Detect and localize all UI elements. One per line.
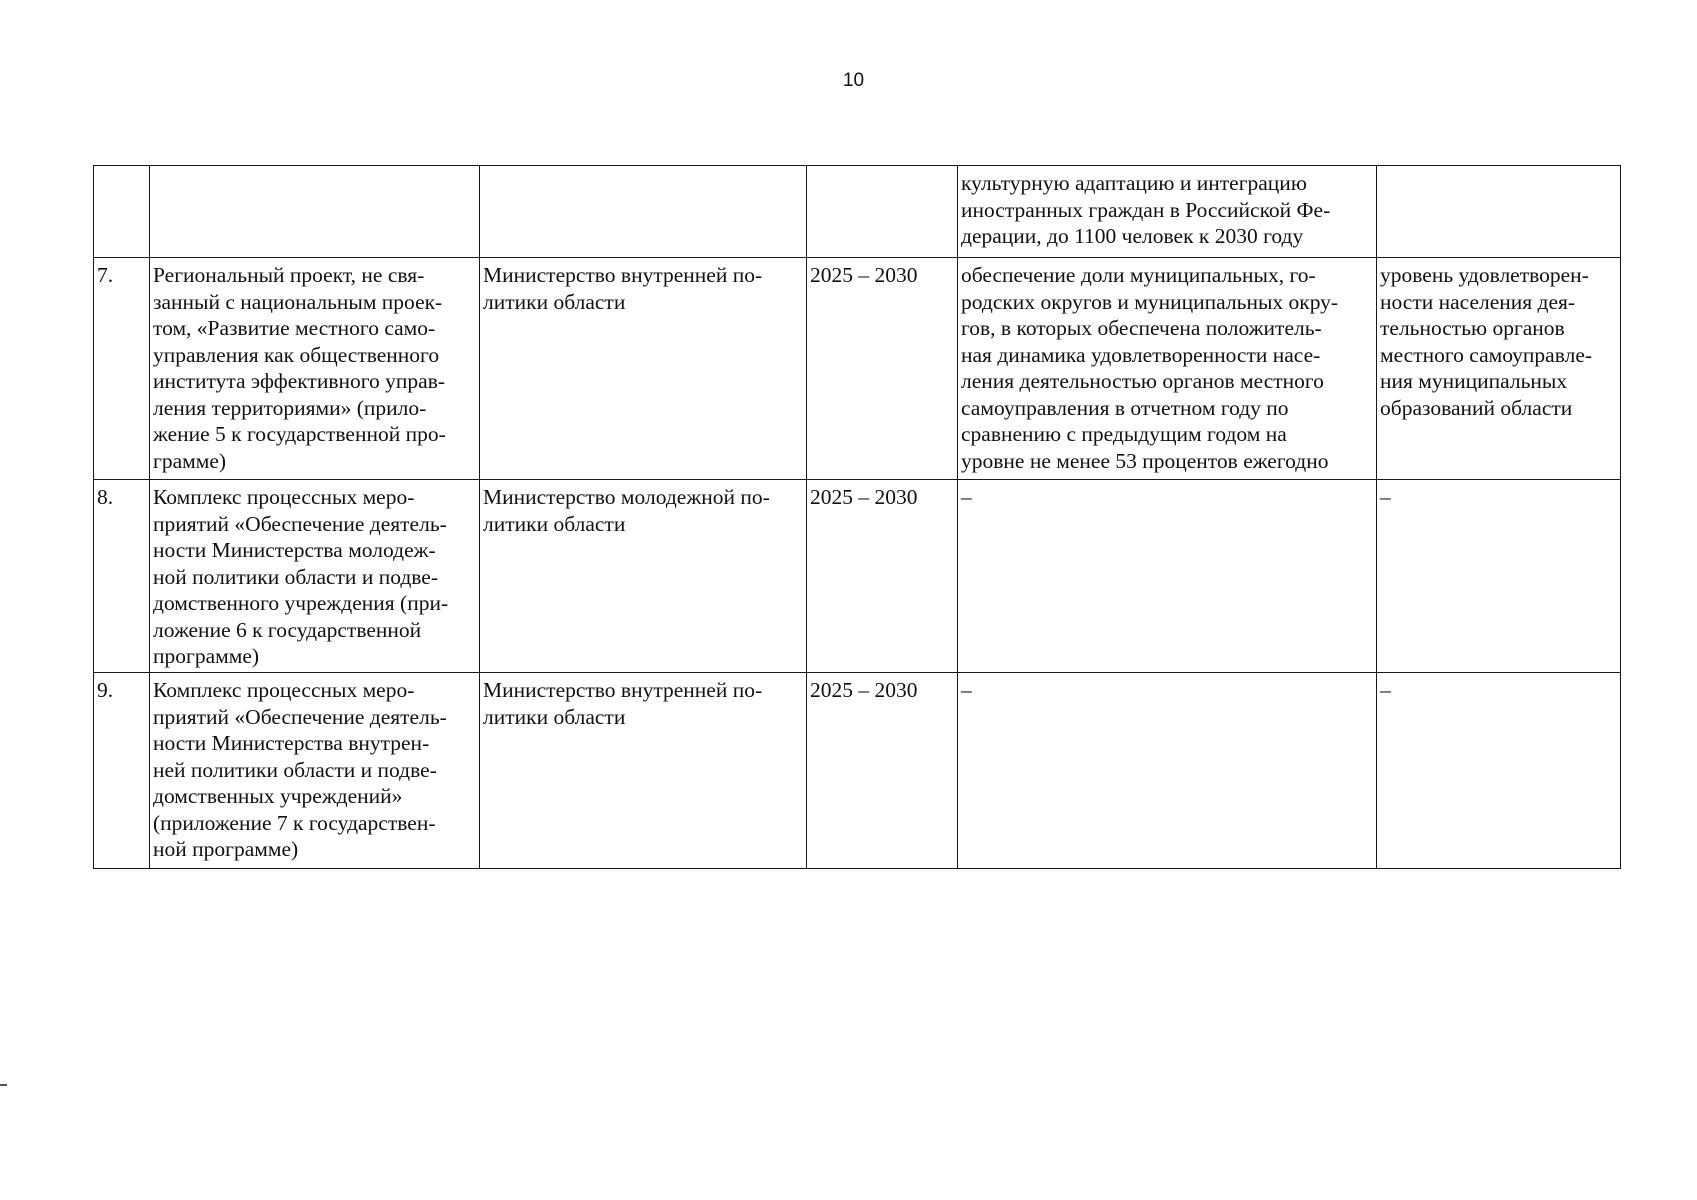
program-structure-table <box>93 165 1621 869</box>
cell-text-line: управления как общественного <box>153 342 440 367</box>
cell-responsible <box>480 166 807 258</box>
cell-indicator <box>1377 166 1621 258</box>
cell-text-line: Министерство внутренней по- <box>483 678 763 702</box>
cell-text-line: образований области <box>1380 395 1573 420</box>
cell-number <box>94 166 150 258</box>
cell-number: 9. <box>94 673 150 869</box>
cell-text-line: ления деятельностью органов местного <box>961 369 1324 393</box>
cell-text-line: самоуправления в отчетном году по <box>961 395 1289 420</box>
cell-text-line: жение 5 к государственной про- <box>153 422 446 446</box>
page-number: 10 <box>842 70 865 91</box>
cell-text-line: ности населения дея- <box>1380 289 1576 314</box>
cell-text-line: обеспечение доли муниципальных, го- <box>961 263 1316 287</box>
cell-text-line: ления территориями» (прило- <box>153 395 427 420</box>
cell-task <box>958 673 1377 869</box>
cell-text-line: культурную адаптацию и интеграцию <box>961 171 1307 195</box>
cell-text-line: – <box>961 678 972 702</box>
cell-term: 2025 – 2030 <box>807 673 958 869</box>
cell-text-line: местного самоуправле- <box>1380 342 1593 367</box>
cell-text-line: – <box>1380 485 1391 509</box>
cell-text-line: приятий «Обеспечение деятель- <box>153 704 447 729</box>
cell-text-line: иностранных граждан в Российской Фе- <box>961 197 1331 222</box>
cell-text-line: ности Министерства молодеж- <box>153 538 436 562</box>
cell-text-line: дерации, до 1100 человек к 2030 году <box>961 224 1304 248</box>
cell-text-line: Комплекс процессных меро- <box>153 678 415 702</box>
cell-text-line: домственных учреждений» <box>153 784 403 808</box>
cell-term: 2025 – 2030 <box>807 258 958 480</box>
cell-text-line: гов, в которых обеспечена положитель- <box>961 316 1322 340</box>
cell-name <box>150 673 480 869</box>
cell-text-line: программе) <box>153 644 260 668</box>
cell-indicator <box>1377 258 1621 480</box>
cell-text-line: уровень удовлетворен- <box>1380 263 1589 287</box>
cell-text-line: литики области <box>483 511 626 536</box>
cell-text-line: Министерство молодежной по- <box>483 485 770 509</box>
cell-text-line: литики области <box>483 289 626 314</box>
cell-text-line: ния муниципальных <box>1380 369 1568 393</box>
cell-text-line: сравнению с предыдущим годом на <box>961 422 1287 446</box>
cell-text-line: ней политики области и подве- <box>153 757 437 782</box>
cell-text-line: – <box>1380 678 1391 702</box>
cell-task <box>958 480 1377 673</box>
cell-indicator <box>1377 673 1621 869</box>
cell-text-line: грамме) <box>153 448 227 473</box>
cell-text-line: Комплекс процессных меро- <box>153 485 415 509</box>
cell-term <box>807 166 958 258</box>
cell-responsible <box>480 673 807 869</box>
cell-text-line: ной политики области и подве- <box>153 564 439 589</box>
cell-number: 8. <box>94 480 150 673</box>
cell-text-line: ности Министерства внутрен- <box>153 731 430 755</box>
cell-term: 2025 – 2030 <box>807 480 958 673</box>
cell-text-line: – <box>961 485 972 509</box>
cell-text-line: приятий «Обеспечение деятель- <box>153 511 447 536</box>
cell-text-line: ложение 6 к государственной <box>153 617 422 642</box>
cell-text-line: литики области <box>483 704 626 729</box>
cell-name <box>150 480 480 673</box>
cell-text-line: уровне не менее 53 процентов ежегодно <box>961 448 1329 473</box>
cell-text-line: ной программе) <box>153 837 299 861</box>
cell-text-line: занный с национальным проек- <box>153 289 443 314</box>
cell-text-line: (приложение 7 к государствен- <box>153 810 436 835</box>
cell-text-line: том, «Развитие местного само- <box>153 316 436 340</box>
cell-text-line: домственного учреждения (при- <box>153 591 449 615</box>
cell-name <box>150 166 480 258</box>
cell-text-line: института эффективного управ- <box>153 369 446 393</box>
table-row-8 <box>94 480 1621 673</box>
cell-text-line: ная динамика удовлетворенности насе- <box>961 342 1321 367</box>
table-row-7 <box>94 258 1621 480</box>
cell-responsible <box>480 480 807 673</box>
cell-responsible <box>480 258 807 480</box>
cell-text-line: Министерство внутренней по- <box>483 263 763 287</box>
cell-text-line: тельностью органов <box>1380 316 1565 340</box>
cell-name <box>150 258 480 480</box>
table-row-continuation <box>94 166 1621 258</box>
cell-text-line: Региональный проект, не свя- <box>153 263 425 287</box>
table-row-9 <box>94 673 1621 869</box>
cell-task <box>958 258 1377 480</box>
cell-task <box>958 166 1377 258</box>
cell-text-line: родских округов и муниципальных окру- <box>961 289 1339 314</box>
scan-edge-mark <box>0 1084 7 1086</box>
cell-number: 7. <box>94 258 150 480</box>
cell-indicator <box>1377 480 1621 673</box>
